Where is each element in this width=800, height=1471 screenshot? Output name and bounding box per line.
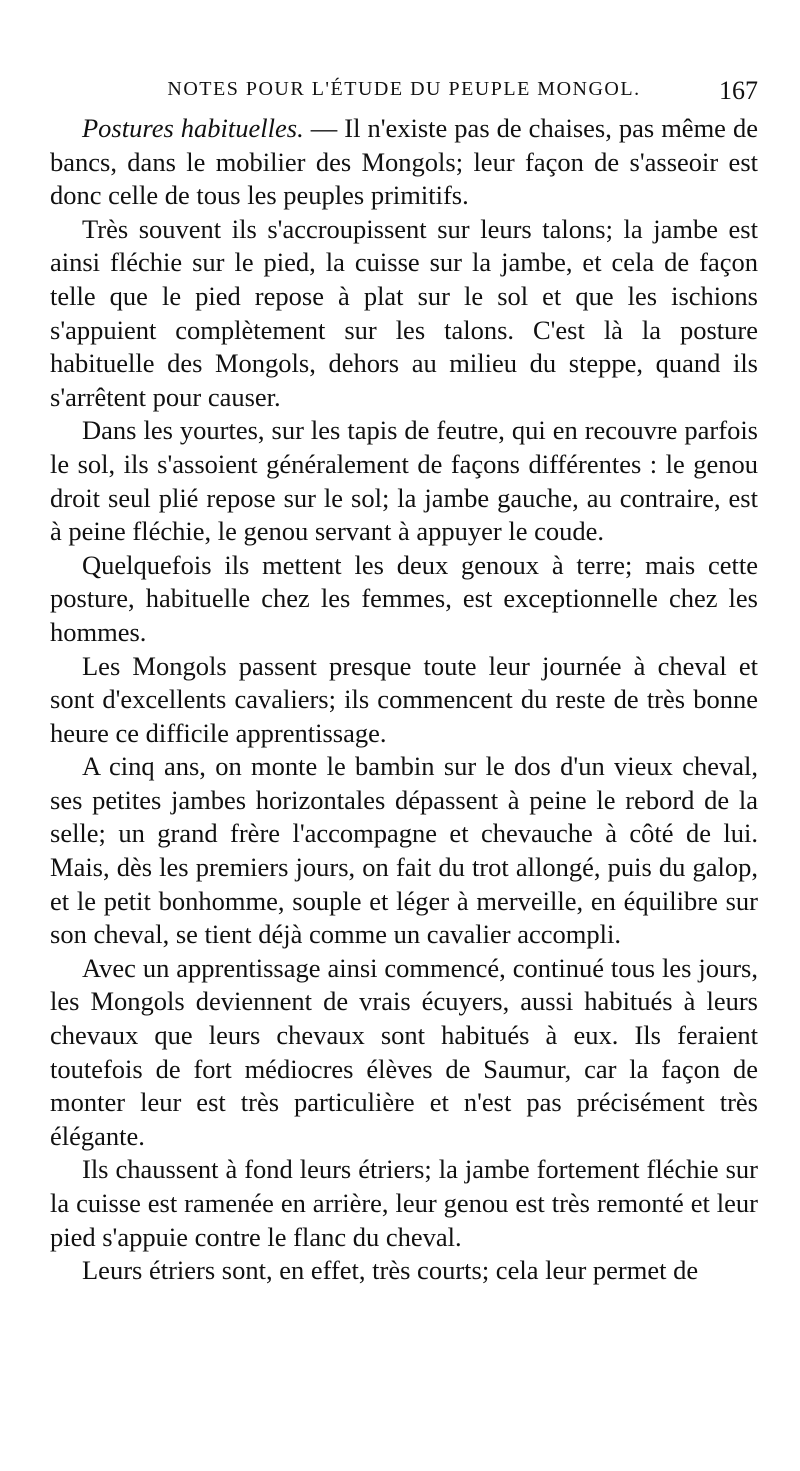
paragraph: A cinq ans, on monte le bambin sur le dos d'un vieux cheval, ses petites jambes horizontales dépassent à peine le rebord de la selle; un grand frère l'accompagne et chevauche à côté de lui. Mais, dès les premiers jours, on fait du trot allongé, puis du galop, et le petit bonhomme, souple et léger à merveille, en équilibre sur son cheval, se tient déjà comme un cavalier accompli. — [50, 751, 758, 950]
paragraph-text: — Il n'existe pas de chaises, pas même de bancs, dans le mobilier des Mongols; leur façon de s'asseoir est donc celle de tous les peuples primitifs. — [50, 113, 758, 211]
running-title: NOTES POUR L'ÉTUDE DU PEUPLE MONGOL. — [167, 78, 641, 100]
paragraph: Très souvent ils s'accroupissent sur leurs talons; la jambe est ainsi fléchie sur le pied, la cuisse sur la jambe, et cela de façon telle que le pied repose à plat sur le sol et que les ischions s'appuient complètement sur les talons. C'est là la posture habituelle des Mongols, dehors au milieu du steppe, quand ils s'arrêtent pour causer. — [50, 213, 758, 412]
paragraph: Dans les yourtes, sur les tapis de feutre, qui en recouvre parfois le sol, ils s'assoient généralement de façons différentes : le genou droit seul plié repose sur le sol; la jambe gauche, au contraire, est à peine fléchie, le genou servant à appuyer le coude. — [50, 415, 758, 547]
paragraph: Les Mongols passent presque toute leur journée à cheval et sont d'excellents cavaliers; ils commencent du reste de très bonne heure ce difficile apprentissage. — [50, 650, 758, 748]
running-head — [50, 72, 758, 112]
section-lead-in: Postures habituelles. — [82, 113, 304, 143]
paragraph: Ils chaussent à fond leurs étriers; la jambe fortement fléchie sur la cuisse est ramenée en arrière, leur genou est très remonté et leur pied s'appuie contre le flanc du cheval. — [50, 1154, 758, 1252]
body-text — [50, 112, 758, 1288]
paragraph: Avec un apprentissage ainsi commencé, continué tous les jours, les Mongols deviennent de vrais écuyers, aussi habitués à leurs chevaux que leurs chevaux sont habitués à eux. Ils feraient toutefois de fort médiocres élèves de Saumur, car la façon de monter leur est très particulière et n'est pas précisément très élégante. — [50, 952, 758, 1151]
paragraph — [50, 112, 758, 213]
page-number: 167 — [719, 76, 758, 105]
paragraph: Quelquefois ils mettent les deux genoux à terre; mais cette posture, habituelle chez les femmes, est exceptionnelle chez les hommes. — [50, 549, 758, 647]
paragraph: Leurs étriers sont, en effet, très courts; cela leur permet de — [82, 1255, 699, 1286]
